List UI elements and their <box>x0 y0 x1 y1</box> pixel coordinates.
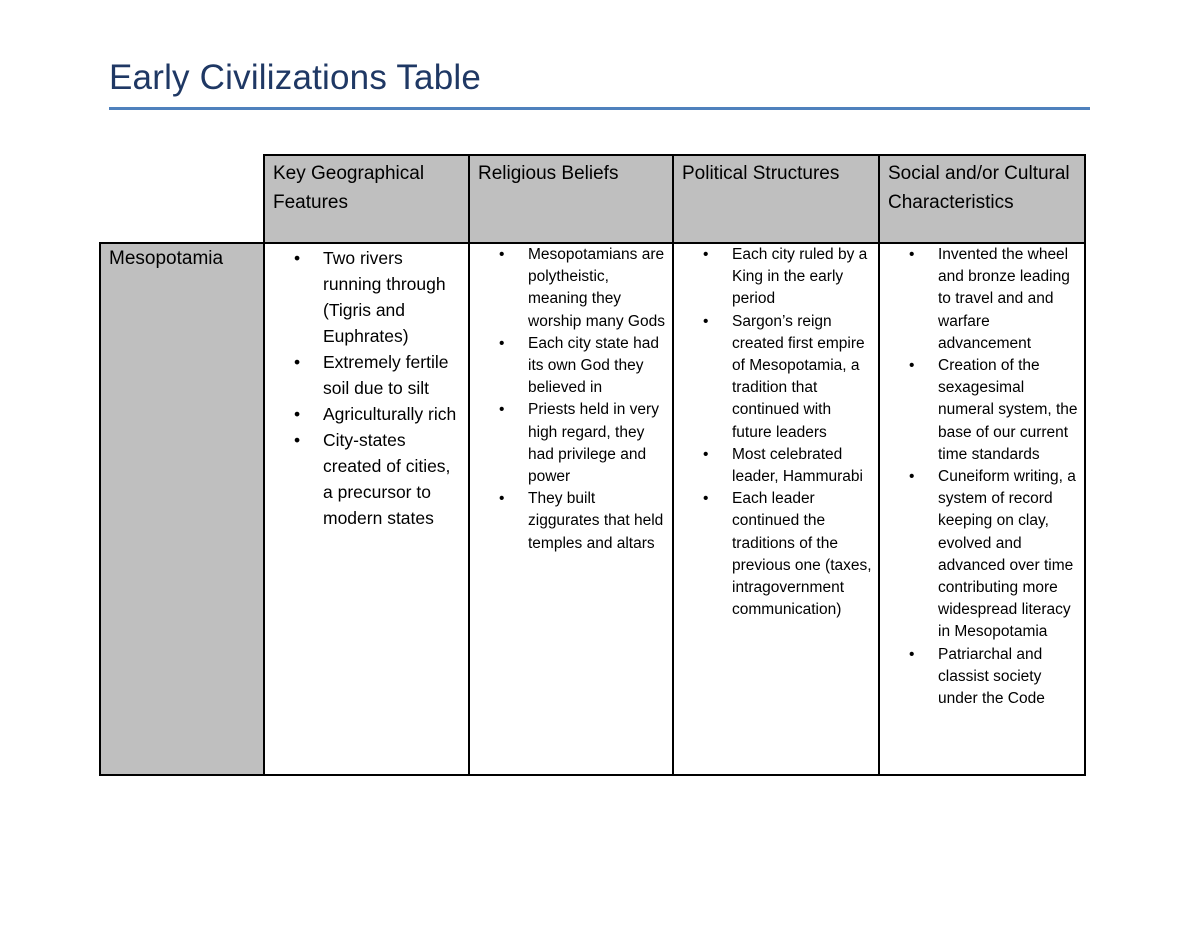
row-label-mesopotamia: Mesopotamia <box>100 243 264 775</box>
religion-list <box>470 244 668 555</box>
table-header-row <box>100 155 1085 243</box>
religion-cell <box>469 243 673 775</box>
early-civilizations-table <box>99 154 1086 776</box>
title-underline <box>109 107 1090 110</box>
social-cell <box>879 243 1085 775</box>
list-item: • Sargon’s reign created first empire of Mesopotamia, a tradition that continued with future leaders <box>732 311 874 444</box>
table-corner-cell <box>100 155 264 243</box>
geography-list <box>265 244 464 531</box>
header-politics: Political Structures <box>673 155 879 243</box>
header-religion: Religious Beliefs <box>469 155 673 243</box>
list-item: • Invented the wheel and bronze leading to travel and and warfare advancement <box>938 244 1080 355</box>
politics-cell <box>673 243 879 775</box>
list-item: • Each city state had its own God they believed in <box>528 333 668 400</box>
header-social: Social and/or Cultural Characteristics <box>879 155 1085 243</box>
list-item: • Most celebrated leader, Hammurabi <box>732 444 874 488</box>
list-item: • Extremely fertile soil due to silt <box>323 349 464 401</box>
list-item: • Two rivers running through (Tigris and Euphrates) <box>323 245 464 349</box>
list-item: • Cuneiform writing, a system of record keeping on clay, evolved and advanced over time contributing more widespread literacy in Mesopotamia <box>938 466 1080 644</box>
list-item: • Agriculturally rich <box>323 401 464 427</box>
table-row <box>100 243 1085 775</box>
list-item: • Each leader continued the traditions of the previous one (taxes, intragovernment communication) <box>732 488 874 621</box>
list-item: • Mesopotamians are polytheistic, meaning they worship many Gods <box>528 244 668 333</box>
list-item: • Priests held in very high regard, they had privilege and power <box>528 399 668 488</box>
list-item: • They built ziggurates that held temples and altars <box>528 488 668 555</box>
header-geography: Key Geographical Features <box>264 155 469 243</box>
politics-list <box>674 244 874 621</box>
page-title: Early Civilizations Table <box>109 58 482 97</box>
list-item: • Each city ruled by a King in the early period <box>732 244 874 311</box>
list-item: • City-states created of cities, a precursor to modern states <box>323 427 464 531</box>
list-item: • Patriarchal and classist society under the Code <box>938 644 1080 711</box>
social-list <box>880 244 1080 710</box>
list-item: • Creation of the sexagesimal numeral system, the base of our current time standards <box>938 355 1080 466</box>
geography-cell <box>264 243 469 775</box>
